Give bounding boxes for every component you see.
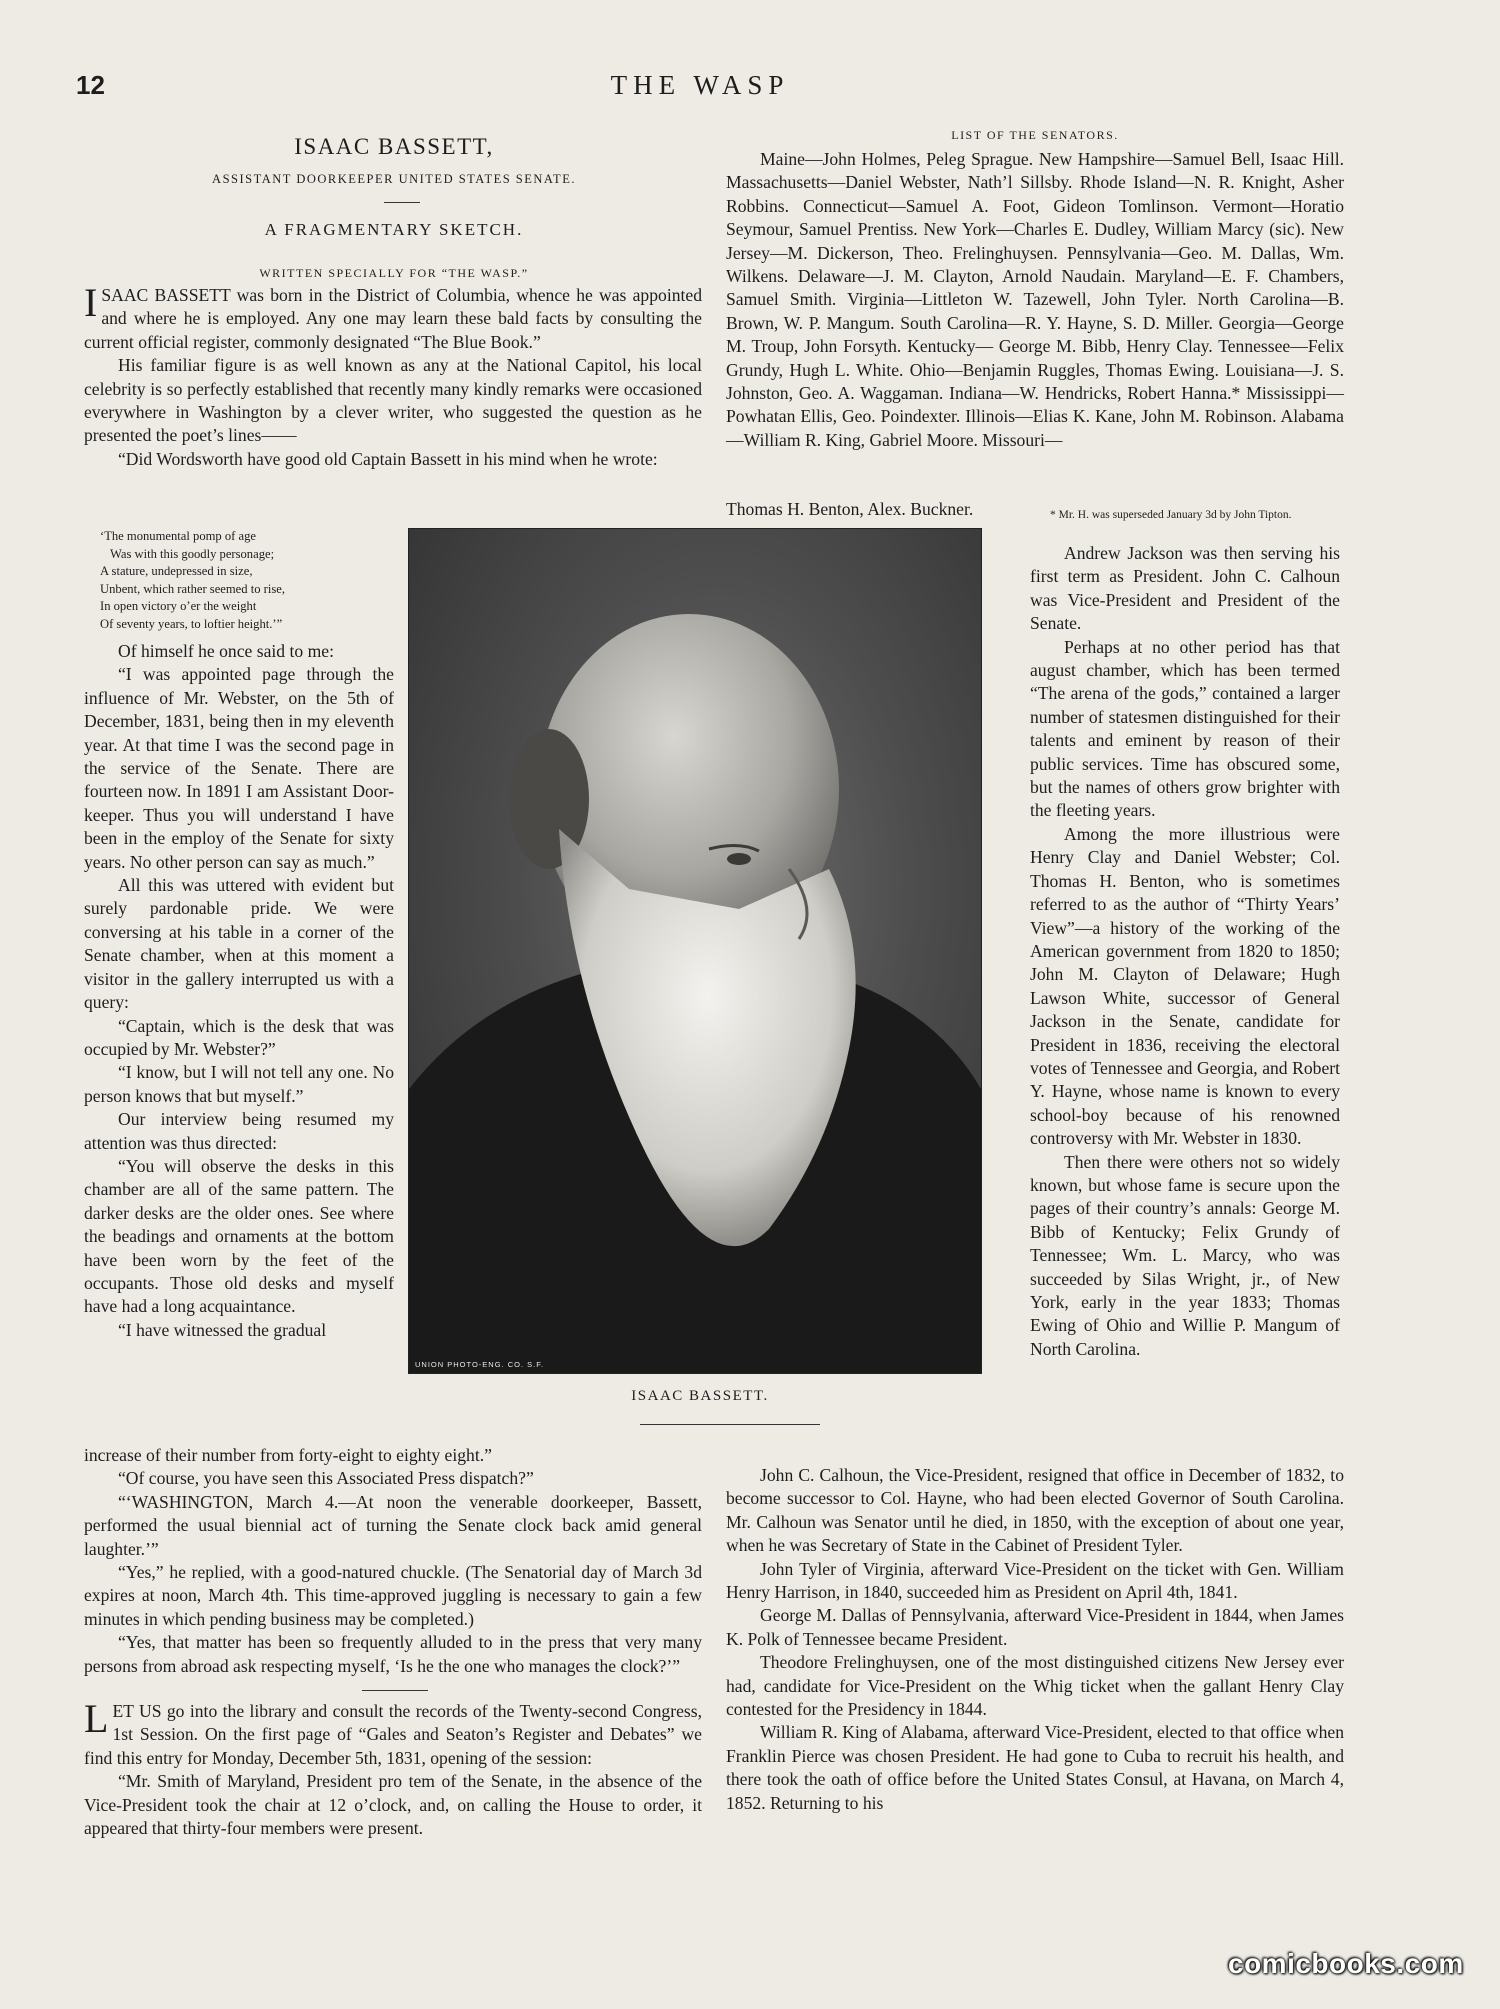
- portrait-photo: [408, 528, 982, 1374]
- paragraph: “I know, but I will not tell any one. No person knows that but myself.”: [84, 1062, 394, 1106]
- paragraph: All this was uttered with evident but surely pardonable pride. We were conversing at his table in a corner of the Senate chamber, when at this moment a visitor in the gallery interrupted us with a query:: [84, 875, 394, 1013]
- byline: WRITTEN SPECIALLY FOR “THE WASP.”: [259, 266, 529, 280]
- article-subtitle: ASSISTANT DOORKEEPER UNITED STATES SENATE.: [212, 172, 576, 186]
- drop-cap: I: [84, 280, 98, 325]
- paragraph: “You will observe the desks in this chamber are all of the same pattern. The darker desks are the older ones. See where the beadings and ornaments at the bottom have been worn by the feet of the occupants. Those old desks and myself have had a long acquaintance.: [84, 1155, 394, 1317]
- article-title: ISAAC BASSETT,: [294, 134, 494, 159]
- poem-line: Of seventy years, to loftier height.’”: [100, 616, 283, 631]
- drop-cap: L: [84, 1696, 109, 1741]
- senator-list-text: Maine—John Holmes, Peleg Sprague. New Hampshire—Samuel Bell, Isaac Hill. Massachusetts—Daniel Webster, Nath’l Sillsby. Rhode Island—N. R. Knight, Asher Robbins. Connecticut—Samuel A. Foot, Gideon Tomlinson. Vermont—Horatio Seymour, Samuel Prentiss. New York—Charles E. Dudley, William Marcy (sic). New Jersey—M. Dickerson, Theo. Frelinghuysen. Pennsylvania—Geo. M. Dallas, Wm. Wilkens. Delaware—J. M. Clayton, Arnold Naudain. Maryland—E. F. Chambers, Samuel Smith. Virginia—Littleton W. Tazewell, John Tyler. North Carolina—B. Brown, W. P. Mangum. South Carolina—R. Y. Hayne, S. D. Miller. Georgia—George M. Troup, John Forsyth. Kentucky— George M. Bibb, Henry Clay. Tennessee—Felix Grundy, Hugh L. White. Ohio—Benjamin Ruggles, Thomas Ewing. Louisiana—J. S. Johnston, Geo. A. Waggaman. Indiana—W. Hendricks, Robert Hanna.* Mississippi—Powhatan Ellis, Geo. Poindexter. Illinois—Elias K. Kane, John M. Robinson. Alabama—William R. King, Gabriel Moore. Missouri—: [726, 149, 1344, 450]
- paragraph: Theodore Frelinghuysen, one of the most distinguished citizens New Jersey ever had, candidate for Vice-President on the Whig ticket when the gallant Henry Clay contested for the Presidency in 1844.: [726, 1652, 1344, 1720]
- poem-line: In open victory o’er the weight: [100, 599, 257, 613]
- paragraph: Among the more illustrious were Henry Clay and Daniel Webster; Col. Thomas H. Benton, who is sometimes referred to as the author of “Thirty Years’ View”—a history of the working of the American government from 1820 to 1850; John M. Clayton of Delaware; Hugh Lawson White, successor of General Jackson in the Senate, candidate for President in 1836, receiving the electoral votes of Tennessee and Georgia, and Robert Y. Hayne, whose name is known to every school-boy because of his renowned controversy with Mr. Webster in 1830.: [1030, 823, 1340, 1149]
- paragraph: increase of their number from forty-eight to eighty eight.”: [84, 1445, 492, 1465]
- portrait-illustration: [409, 529, 981, 1373]
- photo-credit: UNION PHOTO-ENG. CO. S.F.: [415, 1360, 545, 1369]
- paragraph: William R. King of Alabama, afterward Vice-President, elected to that office when Franklin Pierce was chosen President. He had gone to Cuba to recruit his health, and there took the oath of office before the United States Consul, at Havana, on March 4, 1852. Returning to his: [726, 1722, 1344, 1813]
- page-number: 12: [76, 70, 105, 100]
- footnote: * Mr. H. was superseded January 3d by John Tipton.: [1050, 509, 1292, 521]
- heading-rule: [384, 202, 420, 203]
- left-lower-column: [84, 1444, 702, 1678]
- paragraph: John Tyler of Virginia, afterward Vice-President on the ticket with Gen. William Henry Harrison, in 1840, succeeded him as President on April 4th, 1841.: [726, 1558, 1344, 1603]
- paragraph: “Did Wordsworth have good old Captain Bassett in his mind when he wrote:: [118, 448, 658, 469]
- photo-caption: ISAAC BASSETT.: [631, 1388, 769, 1404]
- poem-line: ‘The monumental pomp of age: [100, 529, 256, 543]
- paragraph: “Yes,” he replied, with a good-natured chuckle. (The Senatorial day of March 3d expires at noon, March 4th. This time-approved juggling is necessary to gain a few minutes in which pending business may be completed.): [84, 1562, 702, 1629]
- paragraph: George M. Dallas of Pennsylvania, afterward Vice-President in 1844, when James K. Polk of Tennessee became President.: [726, 1605, 1344, 1649]
- paragraph: “I was appointed page through the influence of Mr. Webster, on the 5th of December, 1831, being then in my eleventh year. At that time I was the second page in the service of the Senate. There are fourteen now. In 1891 I am Assistant Door-keeper. Thus you will understand I have been in the employ of the Senate for sixty years. No other person can say as much.”: [84, 664, 394, 872]
- site-watermark: comicbooks.com: [1228, 1948, 1464, 1979]
- paragraph: “I have witnessed the gradual: [118, 1319, 327, 1340]
- senator-list-title: LIST OF THE SENATORS.: [951, 128, 1119, 142]
- paragraph: “Captain, which is the desk that was occupied by Mr. Webster?”: [84, 1015, 394, 1059]
- left-narrow-column: [84, 640, 394, 1342]
- poem-line: Was with this goodly personage;: [110, 546, 275, 561]
- paragraph: Our interview being resumed my attention was thus directed:: [84, 1109, 394, 1153]
- right-lower-column: [726, 1464, 1344, 1815]
- intro-paragraph: ISAAC BASSETT was born in the District of Columbia, whence he was appointed and where he is employed. Any one may learn these bald facts by consulting the current official register, commonly designated “The Blue Book.”: [84, 280, 702, 352]
- poem-line: Unbent, which rather seemed to rise,: [100, 581, 285, 596]
- poem-line: A stature, undepressed in size,: [100, 564, 253, 578]
- left-bottom-column: [84, 1696, 702, 1840]
- paragraph: Of himself he once said to me:: [118, 641, 334, 661]
- right-narrow-column: [1030, 542, 1340, 1361]
- paragraph: Then there were others not so widely known, but whose fame is secure upon the pages of their country’s annals: George M. Bibb of Kentucky; Felix Grundy of Tennessee; Wm. L. Marcy, who was succeeded by Silas Wright, jr., of New York, early in the year 1833; Thomas Ewing of Ohio and Willie P. Mangum of North Carolina.: [1030, 1151, 1340, 1359]
- senator-list-last: Thomas H. Benton, Alex. Buckner.: [726, 499, 974, 519]
- paragraph: “‘WASHINGTON, March 4.—At noon the venerable doorkeeper, Bassett, performed the usual biennial act of turning the Senate clock back amid general laughter.’”: [84, 1491, 702, 1559]
- left-column-intro: [84, 280, 702, 471]
- caption-rule: [640, 1424, 820, 1425]
- paragraph: John C. Calhoun, the Vice-President, resigned that office in December of 1832, to become successor to Col. Hayne, who had been elected Governor of South Carolina. Mr. Calhoun was Senator until he died, in 1850, with the exception of about one year, when he was Secretary of State in the Cabinet of President Tyler.: [726, 1465, 1344, 1556]
- senator-list: [726, 148, 1344, 452]
- paragraph: “Of course, you have seen this Associated Press dispatch?”: [118, 1468, 534, 1489]
- paragraph: “Mr. Smith of Maryland, President pro tem of the Senate, in the absence of the Vice-President took the chair at 12 o’clock, and, on calling the House to order, it appeared that thirty-four members were present.: [84, 1771, 702, 1839]
- paragraph: Andrew Jackson was then serving his first term as President. John C. Calhoun was Vice-President and President of the Senate.: [1030, 543, 1340, 634]
- paragraph: “Yes, that matter has been so frequently alluded to in the press that very many persons from abroad ask respecting myself, ‘Is he the one who manages the clock?’”: [84, 1632, 702, 1676]
- paragraph: Perhaps at no other period has that august chamber, which has been termed “The arena of the gods,” contained a larger number of statesmen distinguished for their talents and eminent by reason of their public services. Time has obscured some, but the names of others grow brighter with the fleeting years.: [1030, 636, 1340, 821]
- poem-quote: [100, 528, 400, 633]
- magazine-title: THE WASP: [610, 70, 790, 100]
- library-paragraph: LET US go into the library and consult the records of the Twenty-second Congress, 1st Session. On the first page of “Gales and Seaton’s Register and Debates” we find this entry for Monday, December 5th, 1831, opening of the session:: [84, 1696, 702, 1768]
- sketch-heading: A FRAGMENTARY SKETCH.: [264, 220, 524, 239]
- paragraph: His familiar figure is as well known as any at the National Capitol, his local celebrity is so perfectly established that recently many kindly remarks were occasioned everywhere in Washington by a clever writer, who suggested the question as he presented the poet’s lines——: [84, 355, 702, 446]
- section-rule: [362, 1690, 428, 1691]
